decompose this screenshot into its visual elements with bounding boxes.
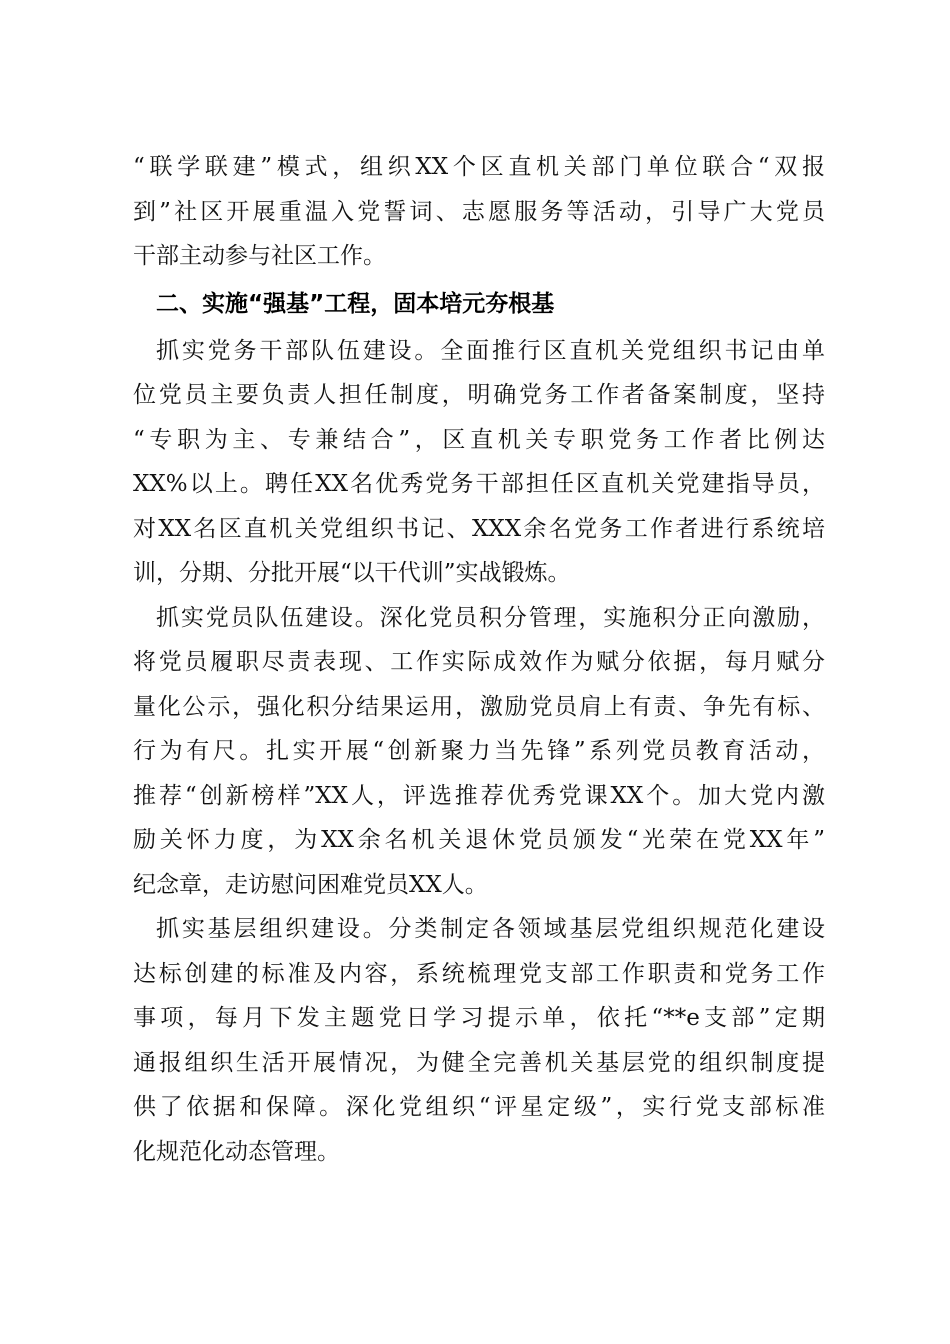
text-line: “专职为主、专兼结合”，区直机关专职党务工作者比例达	[133, 426, 825, 453]
paragraph-member-team	[133, 596, 825, 908]
text-line: “联学联建”模式，组织XX个区直机关部门单位联合“双报	[133, 154, 825, 180]
text-line: 抓实党务干部队伍建设。全面推行区直机关党组织书记由单	[156, 337, 825, 364]
text-line: 对XX名区直机关党组织书记、XXX余名党务工作者进行系统培	[133, 515, 825, 542]
text-line: 将党员履职尽责表现、工作实际成效作为赋分依据，每月赋分	[133, 649, 825, 675]
text-line: 推荐“创新榜样”XX人，评选推荐优秀党课XX个。加大党内激	[133, 782, 825, 809]
text-line: 抓实党员队伍建设。深化党员积分管理，实施积分正向激励，	[156, 604, 825, 631]
text-line: 到”社区开展重温入党誓词、志愿服务等活动，引导广大党员	[133, 198, 825, 225]
text-line: 干部主动参与社区工作。	[133, 243, 386, 269]
text-line: 供了依据和保障。深化党组织“评星定级”，实行党支部标准	[133, 1094, 825, 1120]
document-body	[133, 145, 825, 1174]
text-line: 量化公示，强化积分结果运用，激励党员肩上有责、争先有标、	[133, 693, 825, 720]
text-line: 事项，每月下发主题党日学习提示单，依托“**e支部”定期	[133, 1005, 825, 1031]
text-line: 位党员主要负责人担任制度，明确党务工作者备案制度，坚持	[133, 382, 825, 408]
text-line: 励关怀力度，为XX余名机关退休党员颁发“光荣在党XX年”	[133, 827, 825, 853]
text-line: 抓实基层组织建设。分类制定各领域基层党组织规范化建设	[156, 916, 825, 942]
text-line: 达标创建的标准及内容，系统梳理党支部工作职责和党务工作	[133, 960, 825, 987]
text-line: 行为有尺。扎实开展“创新聚力当先锋”系列党员教育活动，	[133, 738, 825, 764]
text-line: XX%以上。聘任XX名优秀党务干部担任区直机关党建指导员，	[133, 471, 825, 497]
text-line: 通报组织生活开展情况，为健全完善机关基层党的组织制度提	[133, 1049, 825, 1076]
text-line: 纪念章，走访慰问困难党员XX人。	[133, 871, 488, 898]
intro-paragraph	[133, 145, 825, 279]
paragraph-cadre-team	[133, 329, 825, 596]
text-line: 化规范化动态管理。	[133, 1138, 340, 1165]
paragraph-grassroots-organization	[133, 907, 825, 1174]
section-heading: 二、实施“强基”工程，固本培元夯根基	[156, 290, 555, 317]
text-line: 训，分期、分批开展“以干代训”实战锻炼。	[133, 560, 571, 586]
